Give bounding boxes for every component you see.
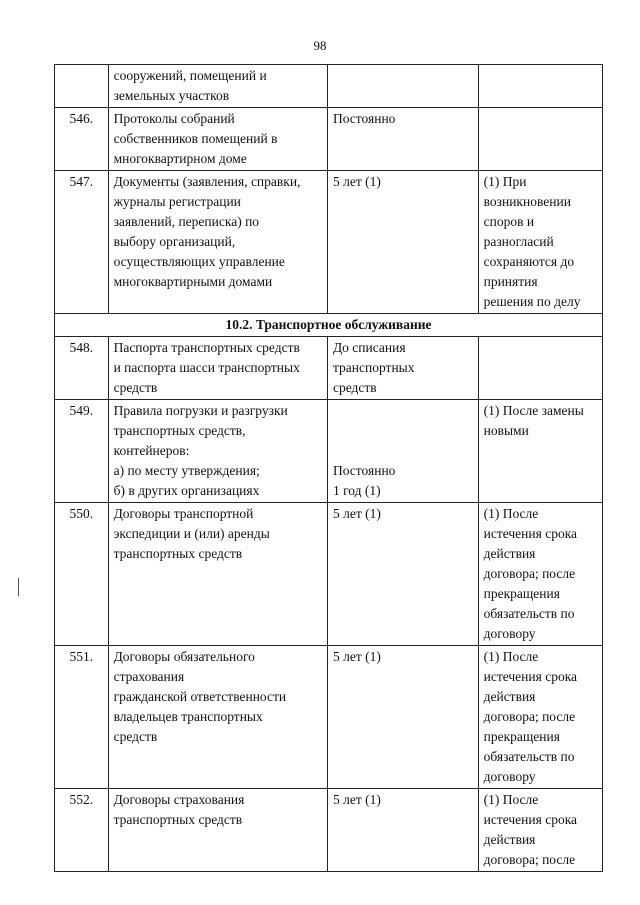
document-title-line: гражданской ответственности xyxy=(113,689,287,704)
retention-term-line xyxy=(333,401,473,421)
document-title-line: Документы (заявления, справки, xyxy=(113,174,301,189)
table-row xyxy=(55,400,603,503)
document-title-line: Правила погрузки и разгрузки xyxy=(113,403,288,418)
document-title-line: земельных участков xyxy=(113,88,230,103)
retention-term-cell xyxy=(327,337,478,400)
document-title-line: Договоры транспортной xyxy=(113,506,254,521)
page-number: 98 xyxy=(313,38,327,53)
retention-term-line: средств xyxy=(332,380,377,395)
document-title-line: б) в других организациях xyxy=(113,483,260,498)
note-line: истечения срока xyxy=(483,669,578,684)
document-title-cell xyxy=(108,646,327,789)
document-title-cell xyxy=(108,171,327,314)
document-title-line: многоквартирными домами xyxy=(113,274,273,289)
document-title-cell xyxy=(108,789,327,872)
table-row xyxy=(55,108,603,171)
retention-term-cell xyxy=(327,503,478,646)
retention-term-cell xyxy=(327,400,478,503)
document-title-line: транспортных средств xyxy=(113,546,243,561)
note-line: разногласий xyxy=(483,234,554,249)
table-row xyxy=(55,337,603,400)
document-title-line: собственников помещений в xyxy=(113,131,278,146)
document-title-line: и паспорта шасси транспортных xyxy=(113,360,300,375)
note-line: споров и xyxy=(483,214,535,229)
item-number-cell: 548. xyxy=(55,337,109,400)
document-title-line: транспортных средств xyxy=(113,812,243,827)
note-cell xyxy=(478,503,602,646)
note-line: договору xyxy=(483,769,536,784)
margin-mark xyxy=(18,578,19,596)
document-title-line: экспедиции и (или) аренды xyxy=(113,526,270,541)
retention-term-line: Постоянно xyxy=(332,463,396,478)
note-cell xyxy=(478,171,602,314)
note-cell xyxy=(478,65,602,108)
retention-term-cell xyxy=(327,789,478,872)
retention-term-line: 5 лет (1) xyxy=(332,506,381,521)
note-line: действия xyxy=(483,832,536,847)
document-title-cell xyxy=(108,337,327,400)
document-title-line: журналы регистрации xyxy=(113,194,241,209)
document-title-line: контейнеров: xyxy=(113,443,190,458)
item-number-cell: 551. xyxy=(55,646,109,789)
retention-term-line: 1 год (1) xyxy=(332,483,381,498)
note-line: обязательств по xyxy=(483,749,575,764)
note-line: обязательств по xyxy=(483,606,575,621)
note-line: (1) При xyxy=(483,174,527,189)
note-line: действия xyxy=(483,689,536,704)
note-line: сохраняются до xyxy=(483,254,575,269)
retention-term-line: До списания xyxy=(332,340,406,355)
note-line: (1) После xyxy=(483,792,539,807)
item-number-cell: 546. xyxy=(55,108,109,171)
document-title-line: осуществляющих управление xyxy=(113,254,285,269)
item-number-cell: 552. xyxy=(55,789,109,872)
note-line: (1) После замены xyxy=(483,403,584,418)
item-number-cell: 549. xyxy=(55,400,109,503)
document-title-line: выбору организаций, xyxy=(113,234,236,249)
document-title-cell xyxy=(108,65,327,108)
retention-term-line: 5 лет (1) xyxy=(332,174,381,189)
document-title-line: многоквартирном доме xyxy=(113,151,247,166)
note-line: решения по делу xyxy=(483,294,581,309)
document-title-line: средств xyxy=(113,729,158,744)
item-number-cell: 550. xyxy=(55,503,109,646)
note-line: возникновении xyxy=(483,194,571,209)
table-row xyxy=(55,171,603,314)
note-line: (1) После xyxy=(483,506,539,521)
note-line: (1) После xyxy=(483,649,539,664)
document-title-line: заявлений, переписка) по xyxy=(113,214,260,229)
note-line: договора; после xyxy=(483,566,576,581)
item-number-cell: 547. xyxy=(55,171,109,314)
note-line: принятия xyxy=(483,274,538,289)
note-cell xyxy=(478,789,602,872)
document-title-line: страхования xyxy=(113,669,185,684)
retention-term-line: 5 лет (1) xyxy=(332,649,381,664)
note-line: истечения срока xyxy=(483,812,578,827)
note-line: прекращения xyxy=(483,729,560,744)
document-title-line: Договоры обязательного xyxy=(113,649,255,664)
document-title-line: средств xyxy=(113,380,158,395)
note-line: договора; после xyxy=(483,709,576,724)
document-title-line: сооружений, помещений и xyxy=(113,68,267,83)
document-title-line: Паспорта транспортных средств xyxy=(113,340,300,355)
retention-term-line xyxy=(333,441,473,461)
note-cell xyxy=(478,400,602,503)
document-title-line: владельцев транспортных xyxy=(113,709,263,724)
table-row xyxy=(55,646,603,789)
retention-term-cell xyxy=(327,171,478,314)
note-line: действия xyxy=(483,546,536,561)
table-row xyxy=(55,503,603,646)
document-table xyxy=(54,64,603,872)
document-title-cell xyxy=(108,108,327,171)
retention-term-line: транспортных xyxy=(332,360,415,375)
section-title: 10.2. Транспортное обслуживание xyxy=(55,314,603,337)
retention-term-cell xyxy=(327,65,478,108)
document-title-cell xyxy=(108,503,327,646)
table-body xyxy=(55,65,603,872)
retention-term-line: 5 лет (1) xyxy=(332,792,381,807)
note-cell xyxy=(478,337,602,400)
retention-term-line: Постоянно xyxy=(332,111,396,126)
table-row xyxy=(55,789,603,872)
document-title-line: Договоры страхования xyxy=(113,792,245,807)
document-title-line: транспортных средств, xyxy=(113,423,246,438)
document-title-line: а) по месту утверждения; xyxy=(113,463,260,478)
section-row xyxy=(55,314,603,337)
note-line: прекращения xyxy=(483,586,560,601)
note-line: новыми xyxy=(483,423,529,438)
retention-term-cell xyxy=(327,108,478,171)
retention-term-cell xyxy=(327,646,478,789)
note-line: договора; после xyxy=(483,852,576,867)
document-title-line: Протоколы собраний xyxy=(113,111,235,126)
table-row xyxy=(55,65,603,108)
note-line: истечения срока xyxy=(483,526,578,541)
retention-term-line xyxy=(333,421,473,441)
note-cell xyxy=(478,646,602,789)
note-line: договору xyxy=(483,626,536,641)
item-number-cell xyxy=(55,65,109,108)
document-title-cell xyxy=(108,400,327,503)
note-cell xyxy=(478,108,602,171)
